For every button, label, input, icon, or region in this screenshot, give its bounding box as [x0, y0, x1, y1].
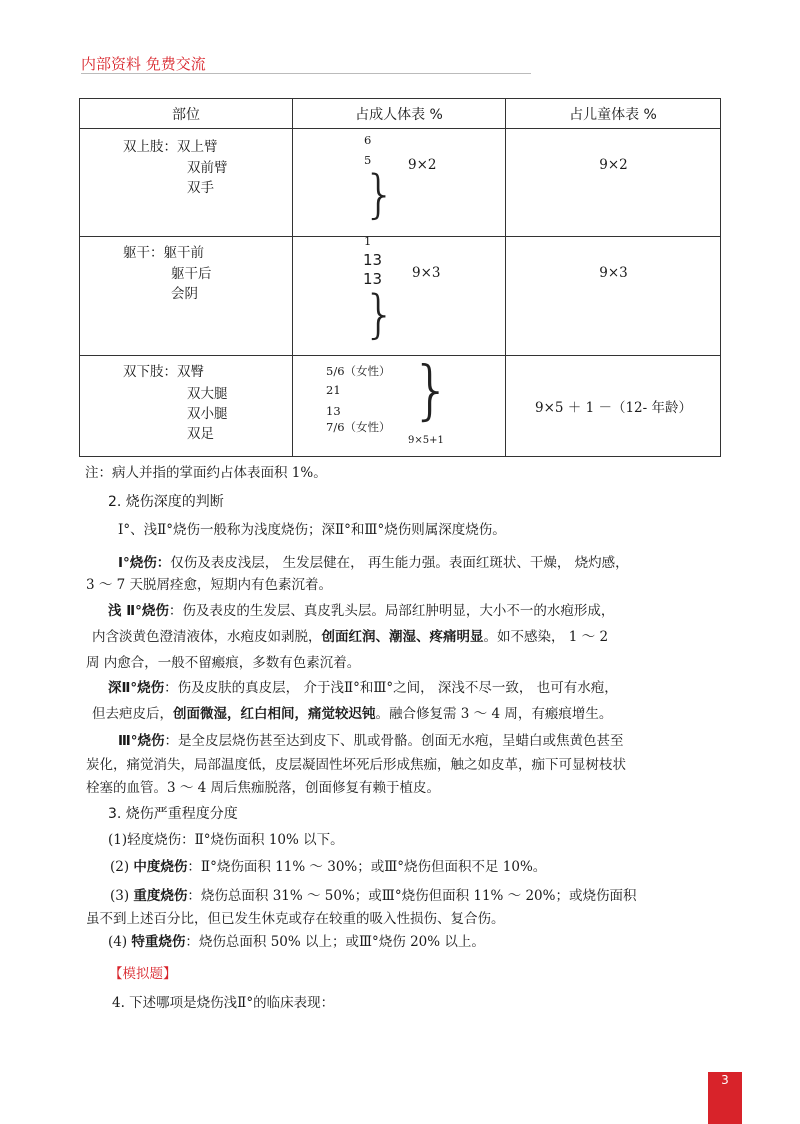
- paragraph: Ⅰ°、浅Ⅱ°烧伤一般称为浅度烧伤；深Ⅱ°和Ⅲ°烧伤则属深度烧伤。: [118, 522, 506, 538]
- question-4: 4. 下述哪项是烧伤浅Ⅱ°的临床表现：: [112, 995, 335, 1011]
- page-number-tab: [708, 1072, 742, 1124]
- paragraph-text: (2): [110, 859, 134, 875]
- paragraph-text: 。融合修复需 3 ～ 4 周，有瘢痕增生。: [375, 706, 613, 722]
- brace-mark: }: [411, 354, 452, 428]
- paragraph: [118, 552, 768, 574]
- paragraph-text: 内含淡黄色澄清液体，水疱皮如剥脱，: [92, 629, 322, 645]
- part-line: 双下肢：双臀: [123, 364, 204, 380]
- table-row: [80, 356, 721, 457]
- table-header-adult: 占成人体表 %: [293, 99, 506, 129]
- paragraph-text: ：伤及皮肤的真皮层， 介于浅Ⅱ°和Ⅲ°之间， 深浅不尽一致， 也可有水疱，: [164, 680, 618, 696]
- bold-text: 重度烧伤: [133, 888, 188, 904]
- paragraph: (1)轻度烧伤：Ⅱ°烧伤面积 10% 以下。: [108, 832, 344, 848]
- paragraph-text: 仅伤及表皮浅层， 生发层健在， 再生能力强。表面红斑状、干燥， 烧灼感，: [170, 555, 629, 571]
- degree-label: 浅 Ⅱ°烧伤: [108, 603, 169, 619]
- bold-text: 创面微湿，红白相间，痛觉较迟钝: [173, 706, 376, 722]
- part-line: 双大腿: [187, 386, 228, 402]
- adult-formula: 9×2: [408, 157, 437, 173]
- burn-area-table: [79, 98, 721, 457]
- table-header-child: 占儿童体表 %: [506, 99, 721, 129]
- bold-text: 中度烧伤: [133, 859, 188, 875]
- adult-value: 6: [364, 133, 372, 147]
- header-text: 内部资料 免费交流: [81, 55, 206, 73]
- part-line: 躯干后: [171, 266, 212, 282]
- part-line: 双小腿: [187, 406, 228, 422]
- adult-value: 5: [364, 153, 372, 167]
- degree-label: 深Ⅱ°烧伤: [108, 680, 165, 696]
- paragraph: 栓塞的血管。3 ～ 4 周后焦痂脱落，创面修复有赖于植皮。: [86, 780, 441, 796]
- paragraph: [110, 856, 760, 878]
- degree-label: Ⅲ°烧伤: [118, 733, 165, 749]
- paragraph: [110, 885, 760, 907]
- adult-value: 5/6（女性）: [326, 364, 391, 378]
- paragraph: 炭化，痛觉消失，局部温度低，皮层凝固性坏死后形成焦痂，触之如皮革，痂下可显树枝状: [86, 757, 626, 773]
- bold-text: 特重烧伤: [131, 934, 186, 950]
- adult-value: 1: [364, 234, 372, 248]
- adult-value: 13: [363, 251, 383, 269]
- paragraph: [92, 626, 742, 648]
- part-line: 双上肢：双上臂: [123, 139, 218, 155]
- paragraph-text: ：烧伤总面积 50% 以上；或Ⅲ°烧伤 20% 以上。: [185, 934, 485, 950]
- mock-exam-label: 【模拟题】: [109, 966, 177, 982]
- table-row: [80, 129, 721, 237]
- paragraph-text: (3): [110, 888, 134, 904]
- paragraph-text: ：是全皮层烧伤甚至达到皮下、肌或骨骼。创面无水疱，呈蜡白或焦黄色甚至: [164, 733, 624, 749]
- paragraph-text: 但去疤皮后，: [92, 706, 173, 722]
- adult-formula: 9×3: [412, 265, 441, 281]
- adult-value: 7/6（女性）: [326, 420, 391, 434]
- paragraph: 周 内愈合，一般不留瘢痕，多数有色素沉着。: [86, 655, 361, 671]
- part-line: 双足: [187, 426, 214, 442]
- paragraph-text: ：伤及表皮的生发层、真皮乳头层。局部红肿明显，大小不一的水疱形成，: [168, 603, 615, 619]
- part-line: 会阴: [171, 286, 198, 302]
- brace-mark: }: [363, 165, 397, 225]
- table-header-part: 部位: [80, 99, 293, 129]
- paragraph: [108, 931, 758, 953]
- paragraph: [92, 703, 742, 725]
- bold-text: 创面红润、潮湿、疼痛明显: [321, 629, 484, 645]
- child-value: 9×5 ＋ 1 －（12- 年龄）: [535, 400, 692, 416]
- page-number: 3: [721, 1073, 729, 1087]
- section-title-depth: 2. 烧伤深度的判断: [108, 494, 224, 510]
- adult-value: 13: [363, 270, 383, 288]
- adult-formula: 9×5+1: [408, 435, 444, 446]
- paragraph-text: 。如不感染， 1 ～ 2: [483, 629, 609, 645]
- paragraph: [118, 730, 768, 752]
- paragraph: [108, 677, 758, 699]
- part-line: 躯干：躯干前: [123, 245, 204, 261]
- brace-mark: }: [363, 285, 397, 345]
- table-note: 注：病人并指的掌面约占体表面积 1%。: [85, 465, 327, 481]
- paragraph: 虽不到上述百分比，但已发生休克或存在较重的吸入性损伤、复合伤。: [86, 911, 505, 927]
- paragraph-text: (4): [108, 934, 132, 950]
- paragraph: 3 ～ 7 天脱屑痊愈，短期内有色素沉着。: [86, 577, 333, 593]
- child-value: 9×3: [599, 265, 628, 281]
- part-line: 双手: [187, 180, 214, 196]
- adult-value: 21: [326, 383, 341, 397]
- header-rule: [81, 73, 531, 74]
- section-title-severity: 3. 烧伤严重程度分度: [108, 806, 238, 822]
- adult-value: 13: [326, 404, 341, 418]
- paragraph-text: ：烧伤总面积 31% ～ 50%；或Ⅲ°烧伤但面积 11% ～ 20%；或烧伤面积: [187, 888, 637, 904]
- degree-label: Ⅰ°烧伤：: [118, 555, 171, 571]
- table-row: [80, 237, 721, 356]
- paragraph-text: ：Ⅱ°烧伤面积 11% ～ 30%；或Ⅲ°烧伤但面积不足 10%。: [187, 859, 547, 875]
- paragraph: [108, 600, 758, 622]
- child-value: 9×2: [599, 157, 628, 173]
- part-line: 双前臂: [187, 160, 228, 176]
